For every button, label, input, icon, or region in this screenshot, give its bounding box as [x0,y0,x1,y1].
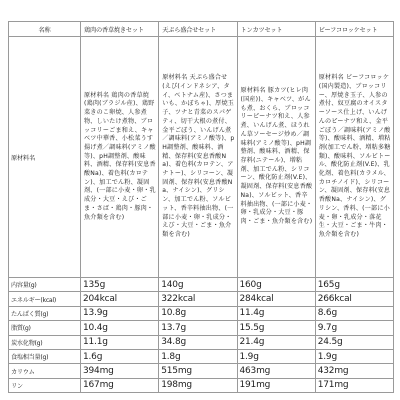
nutrition-value: 1.9g [315,349,393,363]
nutrition-label: 内容量(g) [9,278,81,292]
nutrition-value: 198mg [159,378,237,392]
nutrition-label: たんぱく質(g) [9,306,81,320]
ingredients-text: 原材料名 ビーフコロッケ(国内製造)、ブロッコリー、厚焼き玉子、人参の煮付、奴豆腐のオイスターソース仕上げ、いんげんのピーナツ和え、金平ごぼう／調味料(アミノ酸等)、酸味料、酒精、増粘剤(加工でん粉、増粘多糖類)、酸味料、ソルビトール、酸化防止剤(V.E)、乳化剤、着色料(カラメル、カロチノイド)、シリコーン、凝固剤、保存料(安息香酸Na、ナイシン)、グリシン、香料、(一部に小麦・卵・乳成分・落花生・大豆・ごま・牛肉・魚介類を含む) [318,74,391,238]
nutrition-value: 322kcal [159,292,237,306]
nutrition-value: 171mg [315,378,393,392]
nutrition-label: 脂質(g) [9,321,81,335]
nutrition-label: 食塩相当量(g) [9,349,81,363]
nutrition-value: 21.4g [237,335,315,349]
nutrition-value: 284kcal [237,292,315,306]
nutrition-value: 167mg [81,378,159,392]
ingredients-cell-4 [315,37,393,278]
nutrition-value: 24.5g [315,335,393,349]
ingredients-cell-3 [237,37,315,278]
nutrition-label: リン [9,378,81,392]
nutrition-value: 10.8g [159,306,237,320]
nutrition-label: カリウム [9,364,81,378]
nutrition-value: 15.5g [237,321,315,335]
ingredients-label: 原材料名 [9,37,81,278]
nutrition-value: 140g [159,278,237,292]
nutrition-row-potassium [9,364,394,378]
nutrition-row-energy [9,292,394,306]
nutrition-value: 9.7g [315,321,393,335]
nutrition-value: 394mg [81,364,159,378]
nutrition-value: 160g [237,278,315,292]
nutrition-label: エネルギー(kcal) [9,292,81,306]
ingredients-cell-2 [159,37,237,278]
header-label: 名称 [9,22,81,37]
header-product-3: トンカツセット [237,22,315,37]
header-product-1: 鶏肉の香草焼きセット [81,22,159,37]
nutrition-value: 11.4g [237,306,315,320]
header-row [9,22,394,37]
product-spec-table [8,21,394,393]
nutrition-value: 1.6g [81,349,159,363]
nutrition-row-protein [9,306,394,320]
ingredients-text: 原材料名 天ぷら盛合せ(えび(インドネシア、タイ、ベトナム産)、さつまいも、かぼちゃ)、厚焼玉子、ツナと青菜のスパゲティ、切干大根の煮付、金平ごぼう、いんげん煮／調味料(アミノ酸等)、pH調整剤、酸味料、酒精、保存料(安息香酸Na)、着色料(カロテン、アナトー)、シリコーン、凝固剤、保存料(安息香酸Na、ナイシン)、グリシン、加工でん粉、ソルビット、香辛料抽出物、(一部に小麦・卵・乳成分・えび・大豆・ごま・魚介類を含む) [162,74,235,238]
nutrition-value: 432mg [315,364,393,378]
nutrition-value: 266kcal [315,292,393,306]
nutrition-label: 炭水化物(g) [9,335,81,349]
nutrition-value: 8.6g [315,306,393,320]
header-product-4: ビーフコロッケセット [315,22,393,37]
nutrition-value: 463mg [237,364,315,378]
nutrition-value: 13.9g [81,306,159,320]
nutrition-row-salt [9,349,394,363]
nutrition-row-carbs [9,335,394,349]
nutrition-value: 204kcal [81,292,159,306]
nutrition-value: 165g [315,278,393,292]
nutrition-row-phosphorus [9,378,394,392]
ingredients-text: 原材料名 鶏肉の香草焼(鶏肉(ブラジル産)、鶏野菜きのこ卵焼、人参煮物、しいたけ煮物、ブロッコリーごま和え、キャベツ中華香、小松菜うす揚げ煮／調味料(アミノ酸等)、pH調整剤、酸味料、酒精、保存料(安息香酸Na)、着色料(カロテン)、加工でん粉、凝固剤、(一部に小麦・卵・乳成分・大豆・えび・ごま・さば・鶏肉・豚肉・魚介類を含む) [84,91,156,221]
nutrition-value: 1.8g [159,349,237,363]
nutrition-row-fat [9,321,394,335]
nutrition-value: 191mg [237,378,315,392]
nutrition-value: 11.1g [81,335,159,349]
ingredients-cell-1 [81,37,159,278]
nutrition-value: 515mg [159,364,237,378]
header-product-2: 天ぷら盛合せセット [159,22,237,37]
nutrition-value: 135g [81,278,159,292]
nutrition-value: 13.7g [159,321,237,335]
nutrition-value: 1.9g [237,349,315,363]
nutrition-value: 34.8g [159,335,237,349]
nutrition-row-net-weight [9,278,394,292]
ingredients-row [9,37,394,278]
nutrition-value: 10.4g [81,321,159,335]
ingredients-text: 原材料名 豚カツ(ヒレ肉(国産))、キャベツ、がんも煮、おくら、ブロッコリーピーナツ和え、人参煮、いんげん煮、ほうれん草ソーセージ炒め／調味料(アミノ酸等)、pH調整剤、酸味料、酒精、保存料(ニテール)、増粘剤、加工でん粉、シリコーン、酸化防止剤(V.E)、凝固剤、保存料(安息香酸Na)、ソルビット、香辛料抽出物、(一部に小麦・卵・乳成分・大豆・豚肉・ごま・魚介類を含む) [240,87,313,225]
